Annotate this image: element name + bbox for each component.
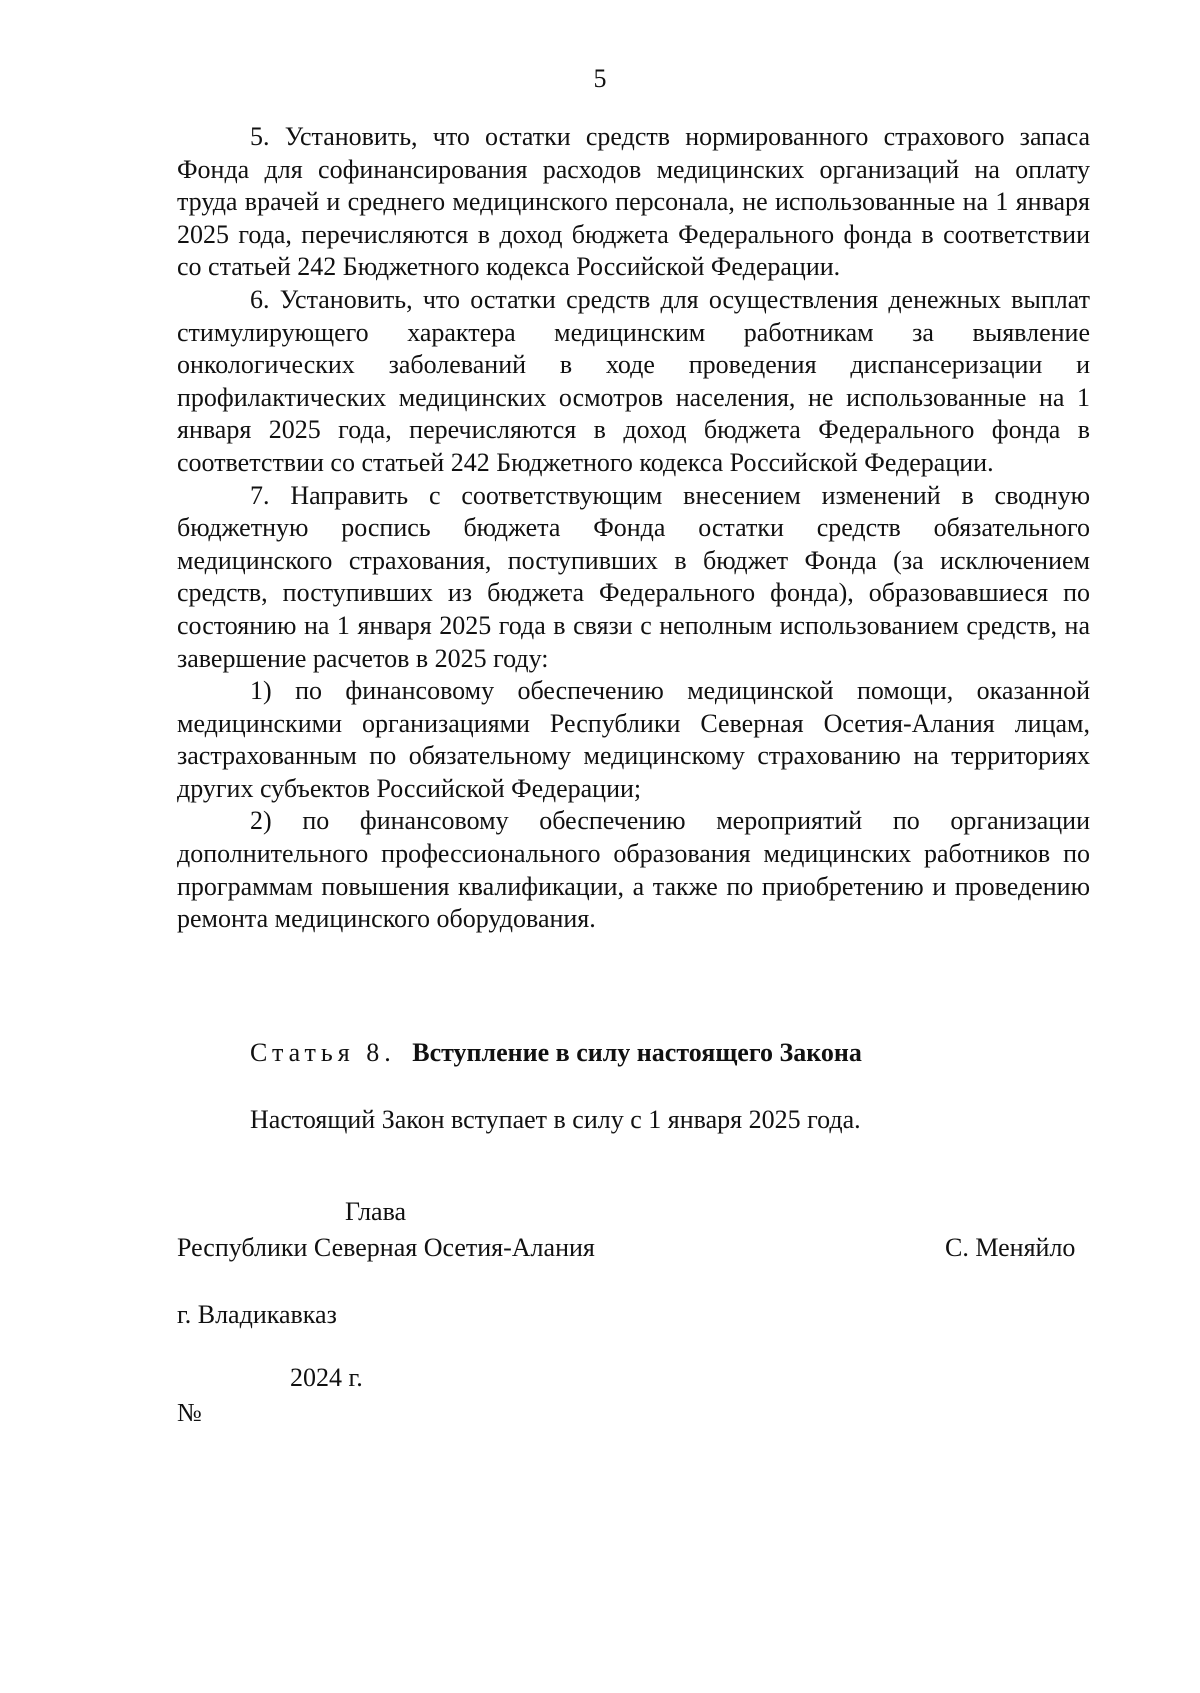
signatory-name: С. Меняйло xyxy=(945,1233,1076,1262)
article-title: Вступление в силу настоящего Закона xyxy=(412,1038,862,1067)
signatory-position-region: Республики Северная Осетия-Алания xyxy=(177,1233,595,1262)
document-number-label: № xyxy=(177,1398,202,1427)
subparagraph-2: 2) по финансовому обеспечению мероприятий по организации дополнительного профессионального образования медицинских работников по программам повышения квалификации, а также по приобретению и проведению ремонта медицинского оборудования. xyxy=(177,806,1090,934)
city: г. Владикавказ xyxy=(177,1300,337,1329)
subparagraph-1: 1) по финансовому обеспечению медицинской помощи, оказанной медицинскими организациями Республики Северная Осетия-Алания лицам, застрахованным по обязательному медицинскому страхованию на территориях других субъектов Российской Федерации; xyxy=(177,676,1090,803)
paragraph-7: 7. Направить с соответствующим внесением изменений в сводную бюджетную роспись бюджета Фонда остатки средств обязательного медицинского страхования, поступивших в бюджет Фонда (за исключением средств, поступивших из бюджета Федерального фонда), образовавшиеся по состоянию на 1 января 2025 года в связи с неполным использованием средств, на завершение расчетов в 2025 году: xyxy=(177,480,1090,673)
paragraph-5: 5. Установить, что остатки средств нормированного страхового запаса Фонда для софинансирования расходов медицинских организаций на оплату труда врачей и среднего медицинского персонала, не использованные на 1 января 2025 года, перечисляются в доход бюджета Федерального фонда в соответствии со статьей 242 Бюджетного кодекса Российской Федерации. xyxy=(177,122,1090,282)
body-text xyxy=(177,121,1090,936)
effective-date-text: Настоящий Закон вступает в силу с 1 января 2025 года. xyxy=(250,1105,861,1134)
article-heading xyxy=(250,1038,862,1068)
article-label: Статья 8. xyxy=(250,1038,396,1067)
page-number: 5 xyxy=(593,64,607,93)
signatory-position-title: Глава xyxy=(345,1197,407,1226)
paragraph-6: 6. Установить, что остатки средств для осуществления денежных выплат стимулирующего характера медицинским работникам за выявление онкологических заболеваний в ходе проведения диспансеризации и профилактических медицинских осмотров населения, не использованные на 1 января 2025 года, перечисляются в доход бюджета Федерального фонда в соответствии со статьей 242 Бюджетного кодекса Российской Федерации. xyxy=(177,284,1090,477)
document-date: 2024 г. xyxy=(290,1363,363,1392)
